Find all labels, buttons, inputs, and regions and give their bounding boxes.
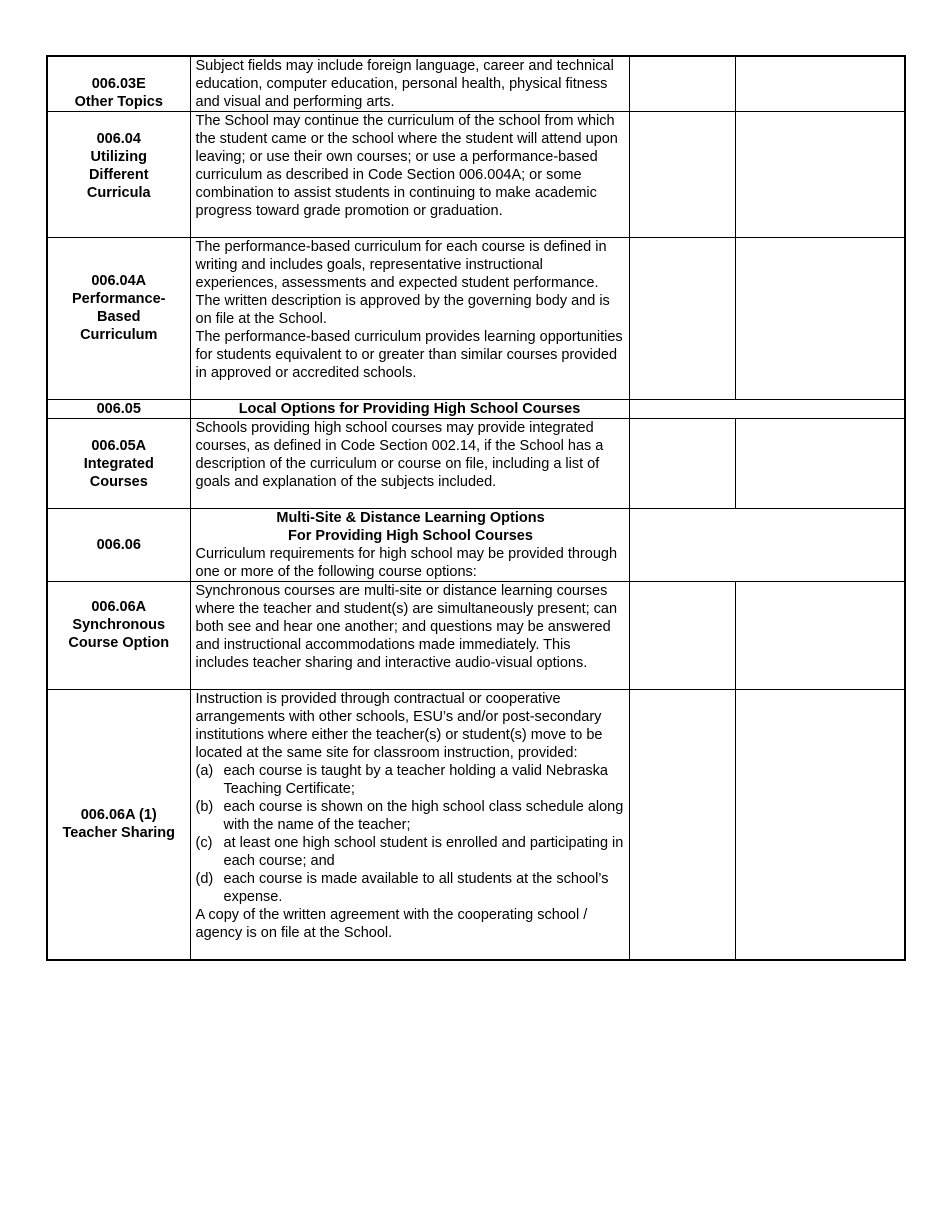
section-description: Schools providing high school courses may provide integrated courses, as defined in Code Section 002.14, if the School has a description of the curriculum or course on file, including a list of goals and explanation of the subjects included. [190, 419, 629, 509]
table-row [47, 400, 905, 419]
section-code-cell [47, 112, 190, 238]
paragraph: The written description is approved by the governing body and is on file at the School. [195, 293, 610, 327]
section-heading-line: For Providing High School Courses [288, 528, 533, 544]
section-description [190, 238, 629, 400]
blank-cell[interactable] [735, 582, 905, 690]
section-title: Course Option [68, 635, 170, 651]
table-row [47, 582, 905, 690]
curriculum-compliance-table [46, 55, 906, 961]
list-item-text: each course is made available to all students at the school’s expense. [223, 871, 609, 905]
list-item [196, 762, 626, 798]
section-title: Integrated [83, 455, 154, 472]
list-item-text: each course is shown on the high school class schedule along with the name of the teacher; [223, 799, 624, 833]
section-code: 006.05 [96, 401, 141, 417]
section-code-cell [47, 690, 190, 960]
section-code-cell [47, 400, 190, 419]
section-code-cell [47, 582, 190, 690]
blank-cell[interactable] [629, 238, 735, 400]
section-title: Curriculum [80, 327, 158, 343]
section-title: Synchronous [72, 617, 166, 633]
blank-cell[interactable] [629, 56, 735, 112]
section-code-cell [47, 509, 190, 582]
section-title: Teacher Sharing [62, 825, 176, 842]
section-code-cell [47, 56, 190, 112]
paragraph: The performance-based curriculum for each course is defined in writing and includes goals, representative instructional experiences, assessments and expected student performance. [195, 239, 607, 291]
list-item [196, 834, 626, 870]
section-description: The School may continue the curriculum of the school from which the student came or the school where the student will attend upon leaving; or use their own courses; or use a performance-based curriculum as described in Code Section 006.004A; or some combination to assist students in continuing to make academic progress toward grade promotion or graduation. [190, 112, 629, 238]
section-code: 006.04A [91, 273, 147, 289]
list-item [196, 798, 626, 834]
blank-cell[interactable] [735, 690, 905, 960]
section-code: 006.04 [96, 131, 141, 147]
blank-cell[interactable] [629, 400, 905, 419]
requirements-list [196, 762, 626, 906]
list-item [196, 870, 626, 906]
table-row [47, 112, 905, 238]
section-title: Performance- [72, 291, 166, 307]
table-row [47, 419, 905, 509]
paragraph: A copy of the written agreement with the cooperating school / agency is on file at the School. [195, 907, 588, 941]
blank-cell[interactable] [735, 419, 905, 509]
section-code: 006.05A [91, 437, 147, 454]
paragraph: The performance-based curriculum provides learning opportunities for students equivalent to or greater than similar courses provided in approved or accredited schools. [195, 329, 623, 381]
blank-cell[interactable] [735, 56, 905, 112]
section-title: Utilizing [90, 149, 147, 165]
list-item-text: at least one high school student is enrolled and participating in each course; and [223, 835, 624, 869]
section-code-cell [47, 419, 190, 509]
paragraph: Curriculum requirements for high school may be provided through one or more of the following course options: [195, 546, 618, 580]
section-title: Courses [89, 473, 148, 490]
blank-cell[interactable] [629, 112, 735, 238]
section-code: 006.06 [96, 537, 141, 553]
table-row [47, 509, 905, 582]
section-code: 006.03E [91, 76, 146, 92]
section-description: Synchronous courses are multi-site or distance learning courses where the teacher and student(s) are simultaneously present; can both see and hear one another; and questions may be answered and instructional accommodations made immediately. This includes teacher sharing and interactive audio-visual options. [190, 582, 629, 690]
section-description [190, 509, 629, 582]
list-item-text: each course is taught by a teacher holding a valid Nebraska Teaching Certificate; [223, 763, 608, 797]
blank-cell[interactable] [629, 582, 735, 690]
section-title: Based [96, 309, 141, 325]
blank-cell[interactable] [629, 509, 905, 582]
section-description: Subject fields may include foreign language, career and technical education, computer education, personal health, physical fitness and visual and performing arts. [190, 56, 629, 112]
list-marker: (b) [195, 799, 214, 815]
section-title: Curricula [86, 185, 151, 201]
list-marker: (d) [195, 871, 214, 887]
section-heading-line: Multi-Site & Distance Learning Options [276, 510, 545, 526]
table-row [47, 238, 905, 400]
section-code-cell [47, 238, 190, 400]
list-marker: (a) [195, 763, 214, 779]
section-title: Different [88, 167, 149, 183]
section-code: 006.06A (1) [80, 807, 157, 824]
table-row [47, 56, 905, 112]
blank-cell[interactable] [629, 419, 735, 509]
list-marker: (c) [195, 835, 213, 851]
section-title: Other Topics [74, 94, 163, 110]
section-code: 006.06A [91, 599, 147, 615]
paragraph: Instruction is provided through contractual or cooperative arrangements with other schools, ESU’s and/or post-secondary institutions where either the teacher(s) or student(s) move to be located at the same site for classroom instruction, provided: [195, 691, 603, 761]
section-heading: Local Options for Providing High School Courses [190, 400, 629, 419]
table-row [47, 690, 905, 960]
blank-cell[interactable] [735, 112, 905, 238]
section-description [190, 690, 629, 960]
blank-cell[interactable] [629, 690, 735, 960]
blank-cell[interactable] [735, 238, 905, 400]
